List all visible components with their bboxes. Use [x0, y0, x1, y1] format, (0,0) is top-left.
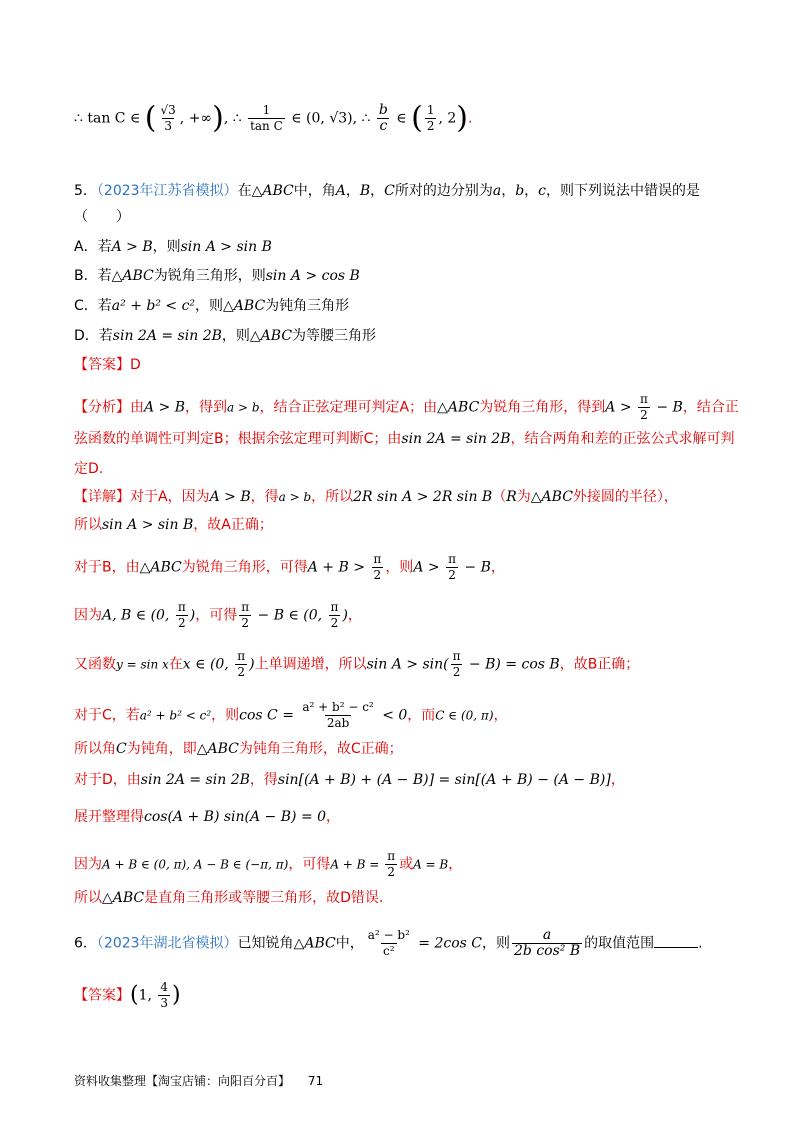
detail-line-1: 【详解】对于A，因为A > B，得a > b，所以2R sin A > 2R sin B（R为△ABC外接圆的半径）， [74, 489, 678, 505]
option-d: D．若sin 2A = sin 2B，则△ABC为等腰三角形 [74, 328, 377, 344]
analysis-line-2: 弦函数的单调性可判定B；根据余弦定理可判断C；由sin 2A = sin 2B，结合两角和差的正弦公式求解可判 [74, 431, 735, 447]
analysis-line-3: 定D. [74, 461, 104, 477]
question-source: （2023年江苏省模拟） [96, 183, 238, 199]
conclusion-line: ∴ tan C ∈ ( $\frac{√3}{3}$ , +∞), ∴ $\frac{1}{\text{tan C}}$ ∈ (0, √3), ∴ $\frac{b}{c}$ ∈ ( $\frac{1}{2}$ , 2). [74, 100, 473, 136]
answer-paren: （ ） [74, 209, 130, 225]
question-source: （2023年湖北省模拟） [96, 935, 238, 952]
option-c: C．若a² + b² < c²，则△ABC为钝角三角形 [74, 298, 350, 314]
answer-line: 【答案】D [74, 357, 141, 373]
fraction: $\frac{1}{2}$ [426, 103, 435, 133]
fraction: $\frac{√3}{3}$ [160, 103, 176, 133]
answer-line: 【答案】(1, $\frac{4}{3}$ ) [74, 980, 181, 1010]
footer-text: 资料收集整理【淘宝店铺：向阳百分百】 [74, 1074, 291, 1088]
page-footer [74, 1072, 323, 1089]
detail-line-2: 所以sin A > sin B，故A正确； [74, 517, 273, 533]
fraction: $\frac{b}{c}$ [378, 102, 388, 134]
option-b: B．若△ABC为锐角三角形，则sin A > cos B [74, 268, 360, 284]
page-number: 71 [307, 1074, 324, 1088]
detail-line-9: 展开整理得cos(A + B) sin(A − B) = 0， [74, 809, 341, 825]
detail-line-10: 因为A + B ∈ (0, π), A − B ∈ (−π, π)，可得A + B = $\frac{\pi}{2}$ 或A = B， [74, 849, 463, 879]
analysis-line-1: 【分析】由A > B，得到a > b，结合正弦定理可判定A；由△ABC为锐角三角形，得到A > $\frac{\pi}{2}$ − B，结合正 [74, 392, 739, 422]
question-6-stem: 6．（2023年湖北省模拟）已知锐角△ABC中， $\frac{\text{a² − b²}}{\text{c²}}$ = 2cos C，则 $\frac{a}{\text{2b cos² B}}$ 的取值范围 . [74, 927, 703, 959]
detail-line-5: 又函数y = sin x在x ∈ (0, $\frac{\pi}{2}$ )上单调递增，所以sin A > sin( $\frac{\pi}{2}$ − B) = cos B，故B正确； [74, 649, 640, 679]
fraction: $\frac{1}{\text{tan C}}$ [250, 103, 283, 133]
detail-line-4: 因为A, B ∈ (0, $\frac{\pi}{2}$ )，可得 $\frac{\pi}{2}$ − B ∈ (0, $\frac{\pi}{2}$ )， [74, 600, 362, 630]
detail-line-3: 对于B，由△ABC为锐角三角形，可得A + B > $\frac{\pi}{2}$ ，则A > $\frac{\pi}{2}$ − B， [74, 552, 505, 582]
answer-blank [654, 933, 698, 948]
answer-value: D [130, 357, 141, 373]
question-5-stem: 5．（2023年江苏省模拟）在△ABC中，角A，B，C所对的边分别为a，b，c，则下列说法中错误的是 [74, 183, 701, 199]
detail-line-8: 对于D，由sin 2A = sin 2B，得sin[(A + B) + (A − B)] = sin[(A + B) − (A − B)]， [74, 772, 625, 788]
detail-line-6: 对于C，若a² + b² < c²，则cos C = $\frac{\text{a² + b² − c²}}{2ab}$ < 0，而C ∈ (0, π)， [74, 700, 508, 730]
detail-line-7: 所以角C为钝角，即△ABC为钝角三角形，故C正确； [74, 741, 403, 757]
detail-line-11: 所以△ABC是直角三角形或等腰三角形，故D错误. [74, 890, 384, 906]
option-a: A．若A > B，则sin A > sin B [74, 239, 272, 255]
